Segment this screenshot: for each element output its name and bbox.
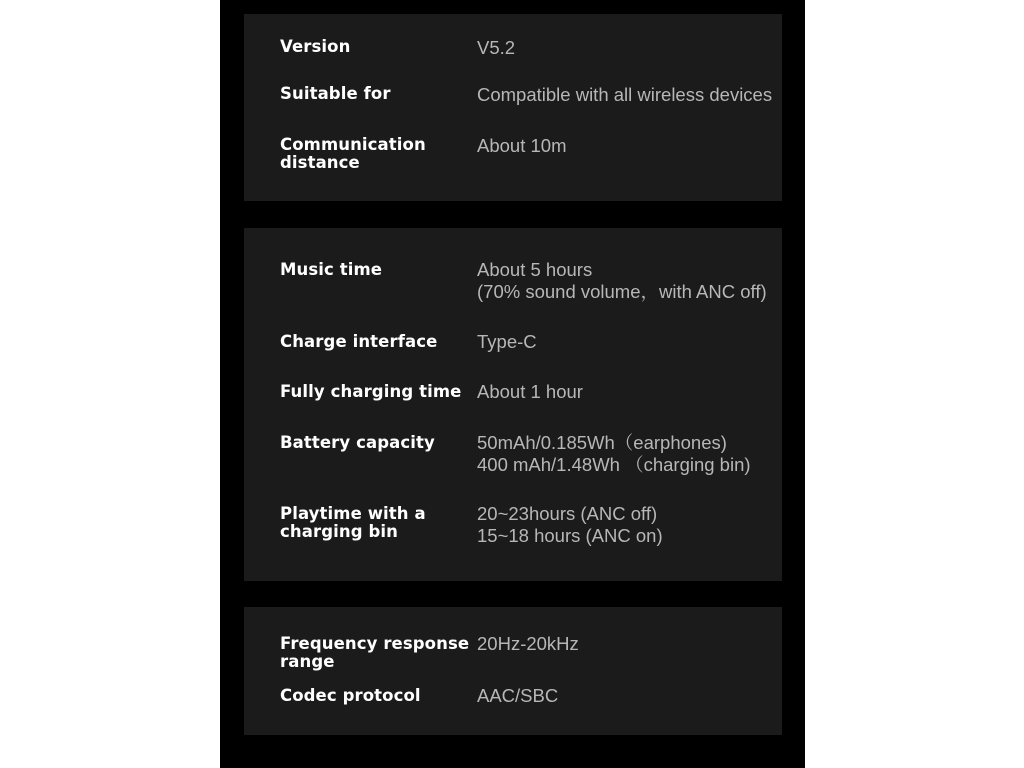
spec-value-line: (70% sound volume，with ANC off) (477, 281, 767, 302)
spec-label: Playtime with a charging bin (280, 504, 426, 541)
spec-value (477, 503, 787, 547)
spec-value (477, 432, 787, 476)
spec-label: Codec protocol (280, 686, 421, 705)
spec-panel (220, 0, 805, 768)
spec-value (477, 331, 787, 353)
spec-label: Communication distance (280, 135, 426, 172)
spec-label: Battery capacity (280, 433, 435, 452)
spec-value-line: About 5 hours (477, 259, 593, 280)
spec-value (477, 259, 787, 303)
spec-value-line: 20Hz-20kHz (477, 633, 579, 654)
spec-value-line: V5.2 (477, 37, 516, 58)
spec-value-line: 50mAh/0.185Wh（earphones) (477, 432, 727, 453)
spec-value-line: AAC/SBC (477, 685, 559, 706)
spec-label: Suitable for (280, 84, 391, 103)
spec-label: Frequency response range (280, 634, 470, 671)
spec-value-line: Type-C (477, 331, 537, 352)
spec-label: Version (280, 37, 351, 56)
spec-label: Music time (280, 260, 383, 279)
spec-value (477, 84, 787, 106)
spec-value-line: 20~23hours (ANC off) (477, 503, 658, 524)
spec-card-battery (244, 228, 782, 581)
spec-value (477, 633, 787, 655)
spec-value-line: 15~18 hours (ANC on) (477, 525, 663, 546)
spec-value (477, 135, 787, 157)
spec-label: Fully charging time (280, 382, 462, 401)
spec-value (477, 685, 787, 707)
spec-value-line: About 1 hour (477, 381, 583, 402)
spec-value-line: 400 mAh/1.48Wh （charging bin) (477, 454, 751, 475)
spec-card-connectivity (244, 14, 782, 201)
spec-card-audio (244, 607, 782, 735)
spec-value (477, 37, 787, 59)
spec-value-line: About 10m (477, 135, 567, 156)
spec-value (477, 381, 787, 403)
spec-value-line: Compatible with all wireless devices (477, 84, 773, 105)
spec-label: Charge interface (280, 332, 438, 351)
